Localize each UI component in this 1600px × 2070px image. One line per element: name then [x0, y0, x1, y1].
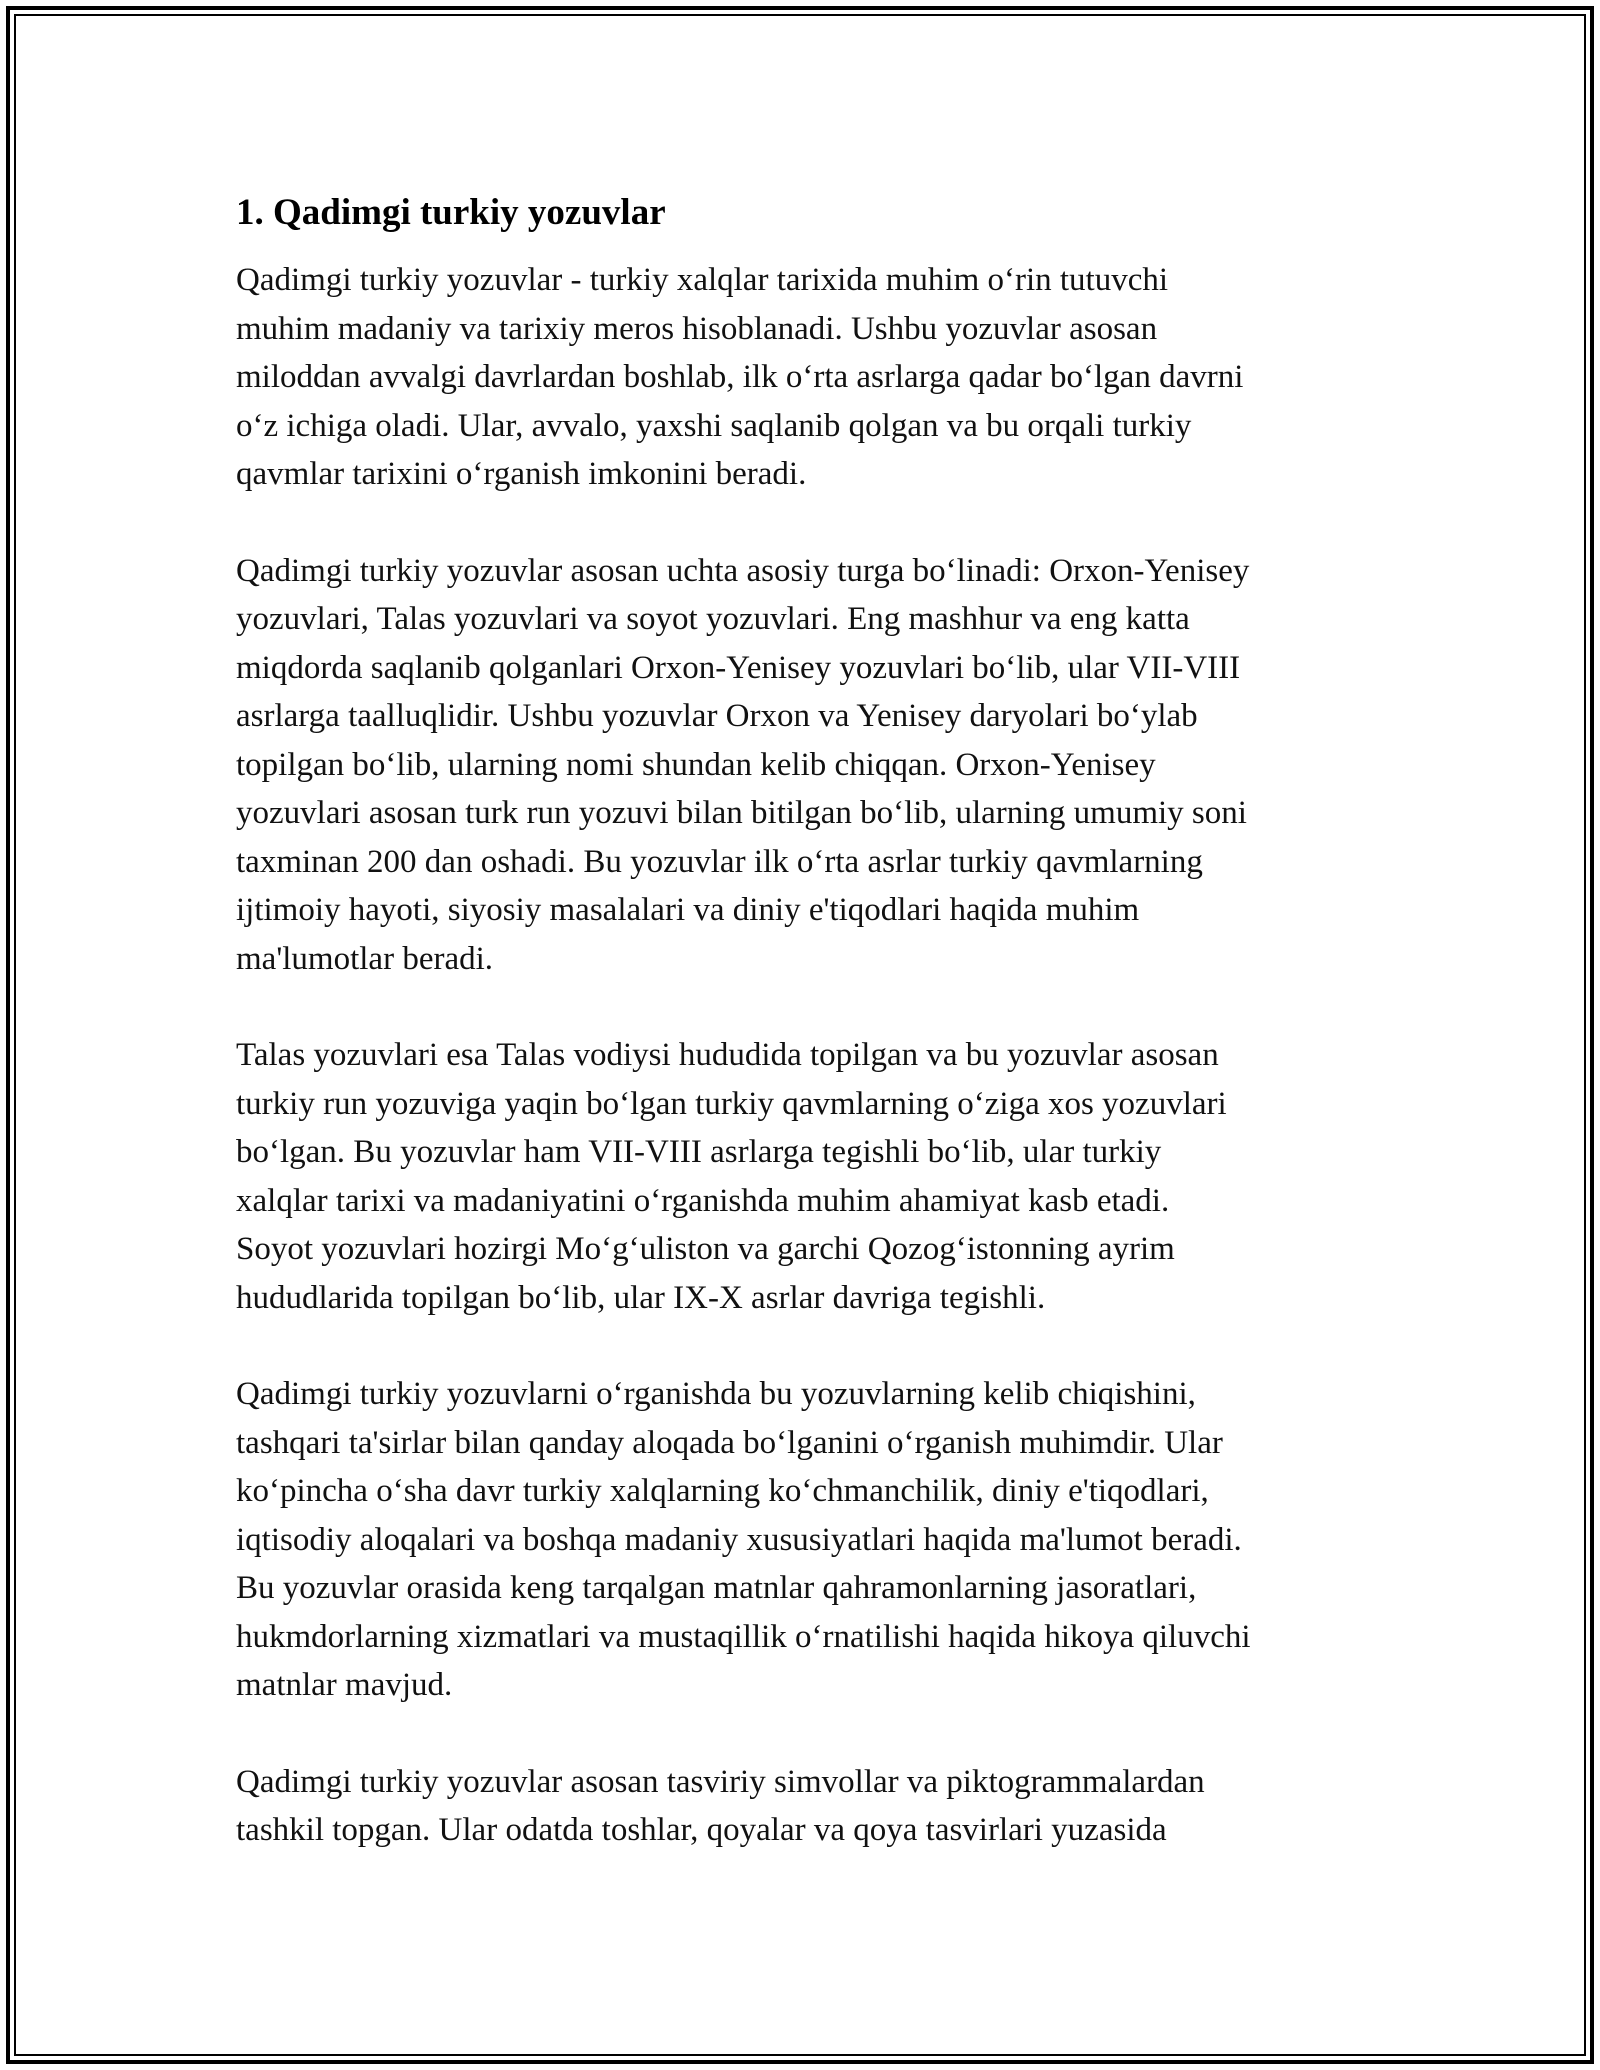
text-line: xalqlar tarixi va madaniyatini o‘rganishda muhim ahamiyat kasb etadi.: [236, 1182, 1170, 1219]
paragraph-4: [236, 1370, 1386, 1710]
text-line: Qadimgi turkiy yozuvlarni o‘rganishda bu yozuvlarning kelib chiqishini,: [236, 1376, 1196, 1412]
text-line: iqtisodiy aloqalari va boshqa madaniy xususiyatlari haqida ma'lumot beradi.: [236, 1521, 1242, 1558]
text-line: hukmdorlarning xizmatlari va mustaqillik o‘rnatilishi haqida hikoya qiluvchi: [236, 1618, 1251, 1655]
text-line: ma'lumotlar beradi.: [236, 940, 494, 977]
text-line: o‘z ichiga oladi. Ular, avvalo, yaxshi saqlanib qolgan va bu orqali turkiy: [236, 407, 1192, 444]
paragraph-1: [236, 256, 1386, 499]
text-line: miloddan avvalgi davrlardan boshlab, ilk o‘rta asrlarga qadar bo‘lgan davrni: [236, 359, 1244, 395]
text-line: yozuvlari, Talas yozuvlari va soyot yozuvlari. Eng mashhur va eng katta: [236, 601, 1190, 637]
text-line: muhim madaniy va tarixiy meros hisoblanadi. Ushbu yozuvlar asosan: [236, 310, 1158, 347]
text-line: Talas yozuvlari esa Talas vodiysi hududida topilgan va bu yozuvlar asosan: [236, 1037, 1219, 1073]
text-line: ko‘pincha o‘sha davr turkiy xalqlarning ko‘chmanchilik, diniy e'tiqodlari,: [236, 1473, 1209, 1509]
section-heading: 1. Qadimgi turkiy yozuvlar: [236, 192, 666, 233]
text-line: Qadimgi turkiy yozuvlar asosan tasviriy simvollar va piktogrammalardan: [236, 1763, 1205, 1800]
text-line: yozuvlari asosan turk run yozuvi bilan bitilgan bo‘lib, ularning umumiy soni: [236, 795, 1247, 831]
text-line: taxminan 200 dan oshadi. Bu yozuvlar ilk o‘rta asrlar turkiy qavmlarning: [236, 843, 1203, 880]
text-line: bo‘lgan. Bu yozuvlar ham VII-VIII asrlarga tegishli bo‘lib, ular turkiy: [236, 1134, 1162, 1170]
text-line: tashkil topgan. Ular odatda toshlar, qoyalar va qoya tasvirlari yuzasida: [236, 1812, 1167, 1848]
text-line: asrlarga taalluqlidir. Ushbu yozuvlar Orxon va Yenisey daryolari bo‘ylab: [236, 698, 1198, 734]
text-line: topilgan bo‘lib, ularning nomi shundan kelib chiqqan. Orxon-Yenisey: [236, 746, 1156, 783]
text-line: matnlar mavjud.: [236, 1667, 453, 1703]
text-line: Soyot yozuvlari hozirgi Mo‘g‘uliston va garchi Qozog‘istonning ayrim: [236, 1231, 1175, 1267]
text-line: miqdorda saqlanib qolganlari Orxon-Yenisey yozuvlari bo‘lib, ular VII-VIII: [236, 649, 1241, 686]
text-line: Qadimgi turkiy yozuvlar asosan uchta asosiy turga bo‘linadi: Orxon-Yenisey: [236, 552, 1250, 589]
text-line: Bu yozuvlar orasida keng tarqalgan matnlar qahramonlarning jasoratlari,: [236, 1570, 1197, 1606]
text-line: Qadimgi turkiy yozuvlar - turkiy xalqlar tarixida muhim o‘rin tutuvchi: [236, 262, 1169, 298]
text-line: tashqari ta'sirlar bilan qanday aloqada bo‘lganini o‘rganish muhimdir. Ular: [236, 1424, 1223, 1461]
paragraph-2: [236, 547, 1386, 984]
text-line: hududlarida topilgan bo‘lib, ular IX-X asrlar davriga tegishli.: [236, 1279, 1046, 1316]
paragraph-5: [236, 1758, 1386, 1855]
text-line: ijtimoiy hayoti, siyosiy masalalari va diniy e'tiqodlari haqida muhim: [236, 892, 1140, 928]
document-body: [236, 188, 1386, 1903]
text-line: turkiy run yozuviga yaqin bo‘lgan turkiy qavmlarning o‘ziga xos yozuvlari: [236, 1085, 1227, 1122]
paragraph-3: [236, 1031, 1386, 1322]
text-line: qavmlar tarixini o‘rganish imkonini beradi.: [236, 456, 807, 492]
